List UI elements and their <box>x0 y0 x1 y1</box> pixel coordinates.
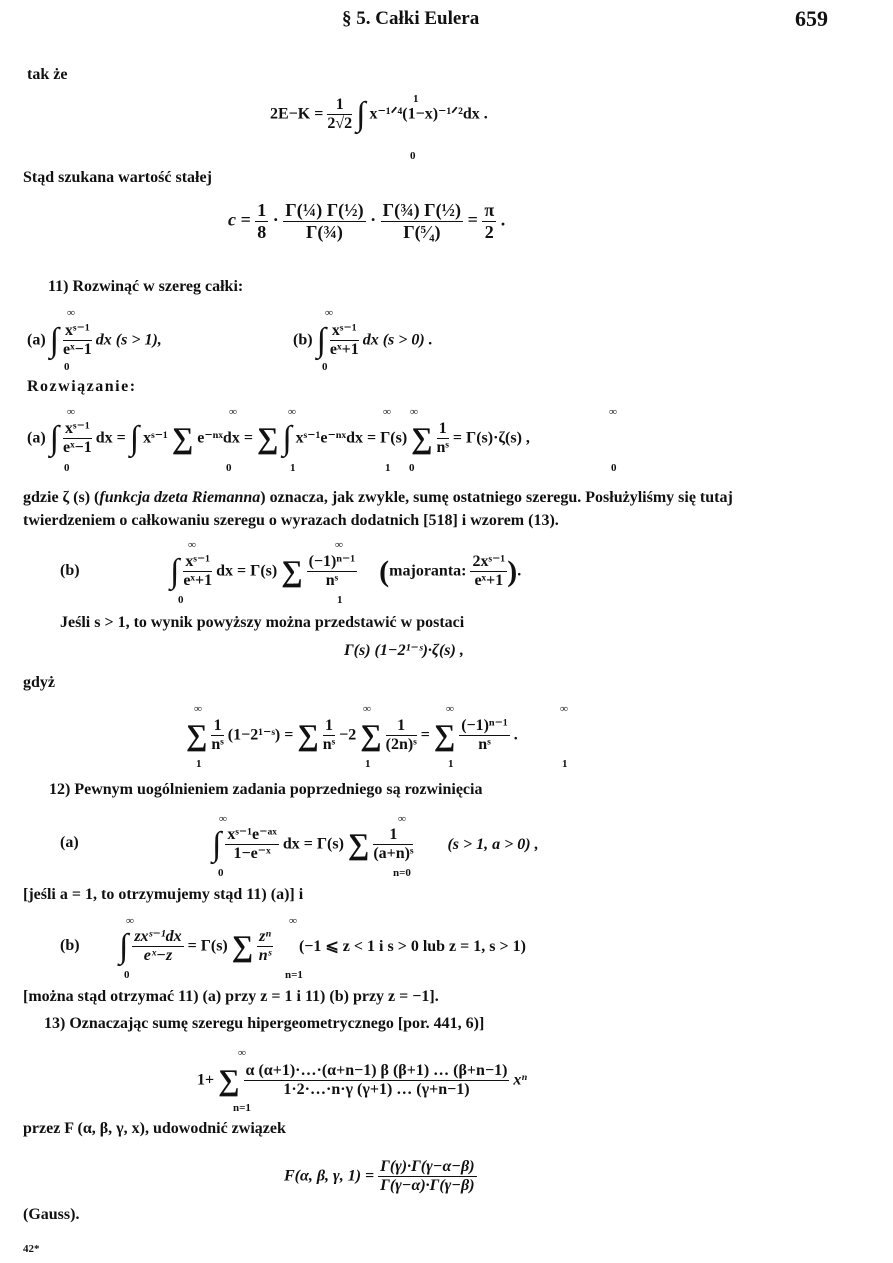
fraction <box>378 1158 476 1196</box>
sum-sign: ∑ <box>218 1063 240 1097</box>
problem-12-b-formula <box>119 928 526 966</box>
fraction <box>132 928 183 966</box>
fraction-denominator: 8 <box>257 221 267 242</box>
fraction-numerator: xˢ⁻¹ <box>63 322 92 341</box>
lower-limit: 0 <box>124 969 130 981</box>
formula-part: dx = Γ(s) <box>282 835 344 853</box>
fraction-numerator: (−1)ⁿ⁻¹ <box>459 717 510 736</box>
label-a: (a) <box>27 331 46 349</box>
lower-limit: 0 <box>409 462 415 474</box>
lower-limit: 0 <box>64 462 70 474</box>
fraction-denominator: Γ(γ−α)·Γ(γ−β) <box>380 1177 475 1195</box>
section-title: § 5. Całki Eulera <box>342 8 480 29</box>
integral-sign: ∫ <box>119 927 129 965</box>
formula-part: xⁿ <box>513 1071 527 1089</box>
text-jesli: Jeśli s > 1, to wynik powyższy można przedstawić w postaci <box>60 614 465 631</box>
lower-limit: 0 <box>410 150 416 162</box>
fraction-denominator: Γ(¾) <box>305 221 343 242</box>
fraction-denominator: eˣ−1 <box>62 341 92 359</box>
lower-limit: n=0 <box>393 867 411 879</box>
paragraph-gdzie-line1 <box>23 489 733 507</box>
integral-sign: ∫ <box>212 825 222 863</box>
solution-heading: Rozwiązanie: <box>27 378 137 395</box>
integral-sign: ∫ <box>282 419 292 457</box>
fraction <box>307 553 358 591</box>
fraction-1-over-8 <box>255 200 268 242</box>
fraction-numerator: xˢ⁻¹ <box>330 322 359 341</box>
fraction <box>323 717 335 755</box>
fraction-numerator: 1 <box>211 717 223 736</box>
text-mozna: [można stąd otrzymać 11) (a) przy z = 1 i 11) (b) przy z = −1]. <box>23 988 439 1005</box>
upper-limit: ∞ <box>194 703 202 715</box>
sum-sign: ∑ <box>281 554 303 588</box>
sum-sign: ∑ <box>297 718 319 752</box>
upper-limit: ∞ <box>238 1047 246 1059</box>
fraction-numerator: 1 <box>327 96 352 115</box>
lower-limit: n=1 <box>233 1102 251 1114</box>
dot: · <box>272 209 279 230</box>
upper-limit: ∞ <box>325 307 333 319</box>
sum-sign: ∑ <box>186 718 208 752</box>
fraction-numerator: 1 <box>257 200 267 220</box>
upper-limit: ∞ <box>289 915 297 927</box>
fraction-denominator: nˢ <box>325 572 339 590</box>
lower-limit: 1 <box>365 758 371 770</box>
condition: dx (s > 0) . <box>362 331 433 349</box>
fraction-gamma-1 <box>283 200 365 242</box>
sum-sign: ∑ <box>347 827 370 861</box>
formula-part: = Γ(s) <box>187 937 228 955</box>
upper-limit: ∞ <box>560 703 568 715</box>
fraction-numerator: 1 <box>373 826 413 845</box>
upper-limit: ∞ <box>288 406 296 418</box>
integral-sign: ∫ <box>356 95 366 133</box>
lower-limit: 0 <box>64 361 70 373</box>
sum-sign: ∑ <box>231 929 254 963</box>
fraction-numerator: Γ(¼) Γ(½) <box>285 200 364 220</box>
problem-11-b <box>293 322 433 360</box>
formula-lhs: 2E−K = <box>270 105 324 123</box>
fraction <box>437 420 449 458</box>
fraction-pi-over-2 <box>482 200 496 242</box>
fraction-numerator: 1 <box>386 717 417 736</box>
upper-limit: ∞ <box>229 406 237 418</box>
text-italic: funkcja dzeta Riemanna <box>99 489 261 506</box>
formula-gamma-zeta: Γ(s) (1−2¹⁻ˢ)·ζ(s) , <box>344 642 464 659</box>
condition: (s > 1, a > 0) , <box>447 835 539 853</box>
majoranta-label: majoranta: <box>389 562 467 580</box>
formula-hypergeometric <box>197 1062 527 1100</box>
sum-sign: ∑ <box>433 718 456 752</box>
text-gdyz: gdyż <box>23 674 55 691</box>
sum-sign: ∑ <box>256 421 279 455</box>
lower-limit: 1 <box>290 462 296 474</box>
fraction-majoranta <box>470 553 507 591</box>
lower-limit: 1 <box>196 758 202 770</box>
fraction <box>225 826 279 864</box>
problem-11: 11) Rozwinąć w szereg całki: <box>48 278 244 295</box>
fraction-denominator: Γ(⁵⁄₄) <box>403 221 441 242</box>
fraction-numerator: 2xˢ⁻¹ <box>470 553 507 572</box>
formula-part: = <box>420 726 430 744</box>
upper-limit: ∞ <box>335 539 343 551</box>
lower-limit: n=1 <box>285 969 303 981</box>
fraction-1-over-2sqrt2 <box>327 96 352 134</box>
upper-limit: ∞ <box>67 406 75 418</box>
fraction-denominator: 1·2·…·n·γ (γ+1) … (γ+n−1) <box>283 1081 470 1099</box>
formula-gauss <box>284 1158 477 1196</box>
fraction-denominator: eˣ+1 <box>183 572 213 590</box>
fraction-denominator: (a+n)ˢ <box>373 845 414 863</box>
text-jesli-a: [jeśli a = 1, to otrzymujemy stąd 11) (a)] i <box>23 886 304 903</box>
fraction-numerator: zⁿ <box>257 928 273 947</box>
text-stad: Stąd szukana wartość stałej <box>23 169 212 186</box>
problem-12: 12) Pewnym uogólnieniem zadania poprzedniego są rozwinięcia <box>49 781 483 798</box>
fraction-denominator: eˣ+1 <box>474 572 504 590</box>
fraction-denominator: 2 <box>484 221 494 242</box>
text-part: gdzie ζ (s) ( <box>23 489 100 506</box>
formula-part: F(α, β, γ, 1) = <box>284 1167 375 1185</box>
fraction-denominator: nˢ <box>322 736 336 754</box>
formula-part: dx = Γ(s) <box>216 562 278 580</box>
lower-limit: 0 <box>178 594 184 606</box>
text-tak-ze: tak że <box>27 66 68 83</box>
formula-part: dx = <box>95 429 126 447</box>
fraction-gamma-2 <box>381 200 463 242</box>
paragraph-gdzie-line2: twierdzeniem o całkowaniu szeregu o wyrazach dodatnich [518] i wzorem (13). <box>23 512 559 529</box>
fraction <box>459 717 510 755</box>
condition: (−1 ⩽ z < 1 i s > 0 lub z = 1, s > 1) <box>298 937 526 955</box>
fraction <box>63 420 92 458</box>
lower-limit: 0 <box>322 361 328 373</box>
fraction <box>373 826 413 864</box>
fraction <box>63 322 92 360</box>
formula-part: (1−2¹⁻ˢ) = <box>227 726 294 744</box>
label-b: (b) <box>60 937 80 954</box>
equals: = <box>467 209 478 230</box>
integral-sign: ∫ <box>49 419 59 457</box>
sum-sign: ∑ <box>171 421 194 455</box>
problem-12-a-formula <box>212 826 539 864</box>
fraction-numerator: xˢ⁻¹ <box>183 553 212 572</box>
fraction-denominator: 2√2 <box>327 115 353 133</box>
fraction-denominator: nˢ <box>258 947 272 965</box>
lower-limit: 0 <box>611 462 617 474</box>
lower-limit: 1 <box>337 594 343 606</box>
label-a: (a) <box>27 429 46 447</box>
problem-11-a <box>27 322 162 360</box>
fraction-denominator: nˢ <box>436 439 449 457</box>
label-b: (b) <box>60 562 80 579</box>
text-przez: przez F (α, β, γ, x), udowodnić związek <box>23 1120 286 1137</box>
upper-limit: ∞ <box>383 406 391 418</box>
fraction-numerator: 1 <box>323 717 335 736</box>
formula-part: 1+ <box>197 1071 215 1089</box>
solution-a-formula <box>27 420 530 458</box>
text-part: ) oznacza, jak zwykle, sumę ostatniego szeregu. Posłużyliśmy się tutaj <box>260 489 733 506</box>
fraction <box>244 1062 510 1100</box>
sum-sign: ∑ <box>360 718 382 752</box>
upper-limit: ∞ <box>219 813 227 825</box>
fraction-numerator: xˢ⁻¹e⁻ᵃˣ <box>225 826 279 845</box>
fraction-denominator: eˣ−1 <box>62 439 92 457</box>
fraction-denominator: eˣ−z <box>143 947 173 965</box>
fraction-numerator: π <box>484 200 495 220</box>
fraction-denominator: nˢ <box>211 736 224 754</box>
fraction <box>183 553 212 591</box>
problem-13: 13) Oznaczając sumę szeregu hipergeometrycznego [por. 441, 6)] <box>44 1015 485 1032</box>
formula-gdyz: ∑ $\frac{1}{\text{nˢ}}$ (1−2¹⁻ˢ) = ∑ $\frac{1}{\text{nˢ}}$ −2 ∑ $\frac{1}{\text{(2n)ˢ}}$ = ∑ $\frac{\text{(−1)ⁿ⁻¹}}{\text{nˢ}}$ . <box>186 717 518 754</box>
lower-limit: 1 <box>385 462 391 474</box>
formula-part: −2 <box>339 726 357 744</box>
fraction-numerator: 1 <box>437 420 449 439</box>
fraction-numerator: α (α+1)·…·(α+n−1) β (β+1) … (β+n−1) <box>244 1062 510 1081</box>
text-gauss: (Gauss). <box>23 1206 80 1223</box>
fraction-denominator: (2n)ˢ <box>385 736 417 754</box>
formula-part: e⁻ⁿˣdx = <box>197 429 253 447</box>
fraction-numerator: Γ(γ)·Γ(γ−α−β) <box>378 1158 476 1177</box>
fraction-numerator: Γ(¾) Γ(½) <box>382 200 462 220</box>
condition: dx (s > 1), <box>95 331 162 349</box>
fraction-numerator: (−1)ⁿ⁻¹ <box>307 553 358 572</box>
footer-signature: 42* <box>23 1243 40 1255</box>
fraction-numerator: zxˢ⁻¹dx <box>132 928 183 947</box>
label-b: (b) <box>293 331 313 349</box>
fraction-denominator: nˢ <box>478 736 491 754</box>
page-number: 659 <box>795 6 828 31</box>
integral-sign: ∫ <box>129 419 140 457</box>
upper-limit: 1 <box>413 93 419 105</box>
upper-limit: ∞ <box>188 539 196 551</box>
fraction <box>330 322 359 360</box>
integrand: x⁻¹ᐟ⁴(1−x)⁻¹ᐟ²dx . <box>369 105 488 123</box>
formula-part: = Γ(s)·ζ(s) , <box>452 429 530 447</box>
lower-limit: 1 <box>562 758 568 770</box>
upper-limit: ∞ <box>126 915 134 927</box>
integral-sign: ∫ <box>49 321 59 359</box>
fraction-numerator: xˢ⁻¹ <box>63 420 92 439</box>
upper-limit: ∞ <box>609 406 617 418</box>
sum-sign: ∑ <box>411 421 433 455</box>
upper-limit: ∞ <box>410 406 418 418</box>
integral-sign: ∫ <box>316 321 326 359</box>
formula-2e-minus-k <box>270 96 488 134</box>
upper-limit: ∞ <box>398 813 406 825</box>
formula-part: xˢ⁻¹ <box>143 429 168 447</box>
lower-limit: 0 <box>226 462 232 474</box>
c-lhs: c = <box>228 209 251 230</box>
formula-c: c = $\frac{1}{8}$ · $\frac{\text{Γ(¼) Γ(½)}}{\text{Γ(¾)}}$ · $\frac{\text{Γ(¾) Γ(½)}}{\text{Γ(⁵⁄₄)}}$ = $\frac{\pi}{2}$ . <box>228 200 506 242</box>
fraction-denominator: 1−e⁻ˣ <box>233 845 271 863</box>
fraction <box>211 717 223 755</box>
solution-b-formula: ∫ $\frac{\text{xˢ⁻¹}}{\text{eˣ+1}}$ dx = Γ(s) ∑ $\frac{\text{(−1)ⁿ⁻¹}}{\text{nˢ}}$ (majoranta: $\frac{\text{2xˢ⁻¹}}{\text{eˣ+1}}$ ). <box>170 552 522 590</box>
formula-part: xˢ⁻¹e⁻ⁿˣdx = Γ(s) <box>295 429 408 447</box>
lower-limit: 1 <box>448 758 454 770</box>
fraction <box>257 928 273 966</box>
upper-limit: ∞ <box>446 703 454 715</box>
label-a: (a) <box>60 834 79 851</box>
integral-sign: ∫ <box>170 552 180 590</box>
upper-limit: ∞ <box>363 703 371 715</box>
fraction-denominator: eˣ+1 <box>329 341 359 359</box>
dot: · <box>370 209 377 230</box>
lower-limit: 0 <box>218 867 224 879</box>
fraction <box>386 717 417 755</box>
upper-limit: ∞ <box>67 307 75 319</box>
